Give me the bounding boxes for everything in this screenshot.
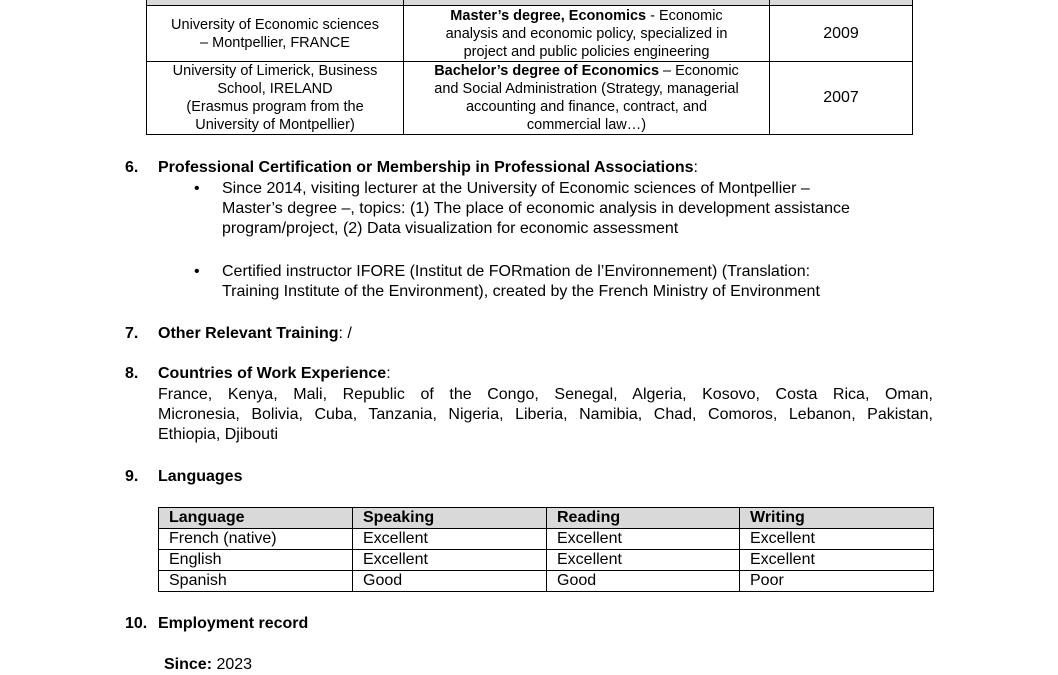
degree-cell: Master’s degree, Economics - Economic analysis and economic policy, specialized in project and public policies engineering (404, 6, 770, 62)
section-number: 6. (125, 159, 139, 176)
table-row (159, 571, 934, 592)
year-cell: 2009 (770, 6, 913, 62)
table-cell: Excellent (353, 550, 547, 571)
bullet-icon: • (194, 180, 200, 197)
degree-cell: Bachelor’s degree of Economics – Economic and Social Administration (Strategy, managerial accounting and finance, contract, and commercial law…) (404, 62, 770, 135)
table-cell: Excellent (547, 550, 740, 571)
institution-cell: University of Limerick, Business School, IRELAND (Erasmus program from the University of Montpellier) (147, 62, 404, 135)
year-cell: 2007 (770, 62, 913, 135)
languages-table (158, 507, 934, 592)
table-cell: Excellent (547, 529, 740, 550)
list-item: Certified instructor IFORE (Institut de FORmation de l’Environnement) (Translation: Training Institute of the Environment), created by the French Ministry of Environment (222, 263, 820, 300)
degree-title: Master’s degree, Economics (450, 7, 647, 24)
employment-since: Since: 2023 (164, 656, 253, 673)
table-cell: Good (353, 571, 547, 592)
table-cell: Excellent (740, 550, 934, 571)
section-number: 9. (125, 468, 139, 485)
degree-title: Bachelor’s degree of Economics (434, 63, 660, 79)
column-header: Language (159, 508, 353, 529)
bullet-icon: • (194, 263, 200, 280)
table-cell: Excellent (353, 529, 547, 550)
table-cell: Spanish (159, 571, 353, 592)
section-number: 10. (125, 615, 148, 632)
section-title: Professional Certification or Membership in Professional Associations: (158, 159, 698, 176)
education-table (146, 0, 913, 135)
table-cell: Good (547, 571, 740, 592)
table-cell: English (159, 550, 353, 571)
section-title: Other Relevant Training: / (158, 325, 352, 342)
section-title: Countries of Work Experience: (158, 365, 391, 382)
column-header: Writing (740, 508, 934, 529)
column-header: Reading (547, 508, 740, 529)
countries-list: France, Kenya, Mali, Republic of the Congo, Senegal, Algeria, Kosovo, Costa Rica, Oman, Micronesia, Bolivia, Cuba, Tanzania, Nigeria, Liberia, Namibia, Chad, Comoros, Lebanon, Pakistan, Ethiopia, Djibouti (158, 386, 933, 443)
table-cell: Poor (740, 571, 934, 592)
list-item: Since 2014, visiting lecturer at the University of Economic sciences of Montpellier – Master’s degree –, topics: (1) The place of economic analysis in development assistance program/project, (2) Data visualization for economic assessment (222, 180, 850, 237)
table-cell: Excellent (740, 529, 934, 550)
education-row (147, 62, 913, 135)
languages-header-row (159, 508, 934, 529)
education-row (147, 6, 913, 62)
section-title: Employment record (158, 615, 309, 632)
section-number: 8. (125, 365, 139, 382)
table-row (159, 529, 934, 550)
column-header: Speaking (353, 508, 547, 529)
section-number: 7. (125, 325, 139, 342)
table-cell: French (native) (159, 529, 353, 550)
section-title: Languages (158, 468, 243, 485)
institution-cell: University of Economic sciences – Montpellier, FRANCE (147, 6, 404, 62)
table-row (159, 550, 934, 571)
